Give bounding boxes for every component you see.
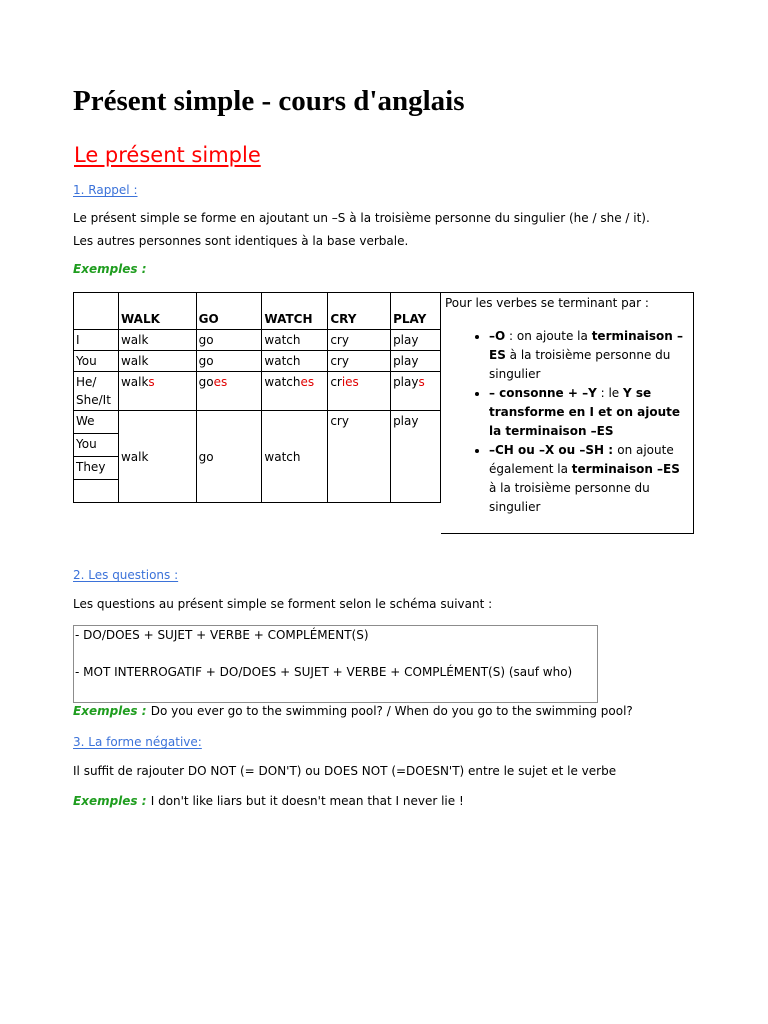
document-title: Présent simple - cours d'anglais [73,85,465,117]
verb-cell: go [196,330,262,351]
header-cell-cry: CRY [328,293,391,330]
rule-key: –CH ou –X ou –SH : [489,443,618,457]
schema-line-1: - DO/DOES + SUJET + VERBE + COMPLÉMENT(S) [75,628,369,642]
verb-cell: play [391,411,441,503]
person-cell: I [74,330,119,351]
verb-ending: es [300,375,315,389]
examples-text-3: I don't like liars but it doesn't mean that I never lie ! [150,794,464,808]
question-schema-box [73,625,598,703]
verb-cell [391,372,441,411]
rule-text: : on ajoute la [505,329,592,343]
rule-key: Y se transforme en I et on ajoute la terminaison –ES [489,386,681,438]
rule-key: –O [489,329,506,343]
rule-key: terminaison –ES [571,462,680,476]
verb-cell: cry [328,351,391,372]
questions-intro: Les questions au présent simple se forment selon le schéma suivant : [73,597,493,611]
verb-base: watch [264,375,301,389]
examples-text-2: Do you ever go to the swimming pool? / When do you go to the swimming pool? [150,704,633,718]
header-cell-empty [74,293,119,330]
verb-ending: s [418,375,425,389]
verb-cell [262,372,328,411]
rule-item-o [489,327,689,384]
rule-text: à la troisième personne du singulier [489,348,671,381]
person-cell-empty [74,480,119,503]
header-cell-walk: WALK [118,293,196,330]
schema-line-2: - MOT INTERROGATIF + DO/DOES + SUJET + VERBE + COMPLÉMENT(S) (sauf who) [75,665,573,679]
person-cell: He/ She/It [74,372,119,411]
verb-ending: ies [341,375,359,389]
rule-key: terminaison –ES [489,329,683,362]
verb-cell: go [196,411,262,503]
negative-rule: Il suffit de rajouter DO NOT (= DON'T) ou DOES NOT (=DOESN'T) entre le sujet et le verbe [73,764,617,778]
examples-line-3 [73,790,464,812]
examples-line-2 [73,700,633,722]
table-row [74,351,441,372]
table-row-third-person [74,372,441,411]
verb-cell: watch [262,351,328,372]
page-heading: Le présent simple [74,143,261,167]
verb-base: cr [330,375,342,389]
verb-ending: s [148,375,155,389]
header-cell-go: GO [196,293,262,330]
verb-base: go [198,375,214,389]
person-cell: They [74,457,119,480]
table-row [74,411,441,434]
verb-base: play [393,375,419,389]
section-1-title: 1. Rappel : [73,183,138,197]
person-cell: You [74,434,119,457]
person-cell: We [74,411,119,434]
verb-cell: walk [118,330,196,351]
section-2-title: 2. Les questions : [73,568,179,582]
verb-cell: go [196,351,262,372]
verb-cell [328,372,391,411]
person-cell: You [74,351,119,372]
spelling-rules-box [441,292,694,534]
conjugation-table [73,292,441,503]
examples-label-2: Exemples : [73,704,151,718]
header-cell-play: PLAY [391,293,441,330]
verb-cell: watch [262,330,328,351]
examples-label-3: Exemples : [73,794,151,808]
rule-line-2: Les autres personnes sont identiques à la base verbale. [73,234,409,248]
verb-cell: play [391,330,441,351]
rules-intro: Pour les verbes se terminant par : [445,296,649,310]
verb-cell: play [391,351,441,372]
rules-list [445,327,689,517]
rule-text: à la troisième personne du singulier [489,481,650,514]
section-3-title: 3. La forme négative: [73,735,202,749]
rule-key: – consonne + –Y [489,386,597,400]
verb-cell [196,372,262,411]
rule-text: on ajoute également la [489,443,674,476]
examples-label-1: Exemples : [73,262,147,276]
verb-ending: es [213,375,228,389]
verb-cell: walk [118,351,196,372]
table-row [74,330,441,351]
rule-item-y [489,384,689,441]
rule-text: : le [596,386,623,400]
verb-cell: cry [328,411,391,503]
table-header-row [74,293,441,330]
verb-cell: cry [328,330,391,351]
verb-cell: watch [262,411,328,503]
verb-cell [118,372,196,411]
verb-cell: walk [118,411,196,503]
rule-line-1: Le présent simple se forme en ajoutant un –S à la troisième personne du singulier (he / she / it). [73,211,650,225]
verb-base: walk [120,375,149,389]
header-cell-watch: WATCH [262,293,328,330]
rule-item-ch-x-sh [489,441,689,517]
